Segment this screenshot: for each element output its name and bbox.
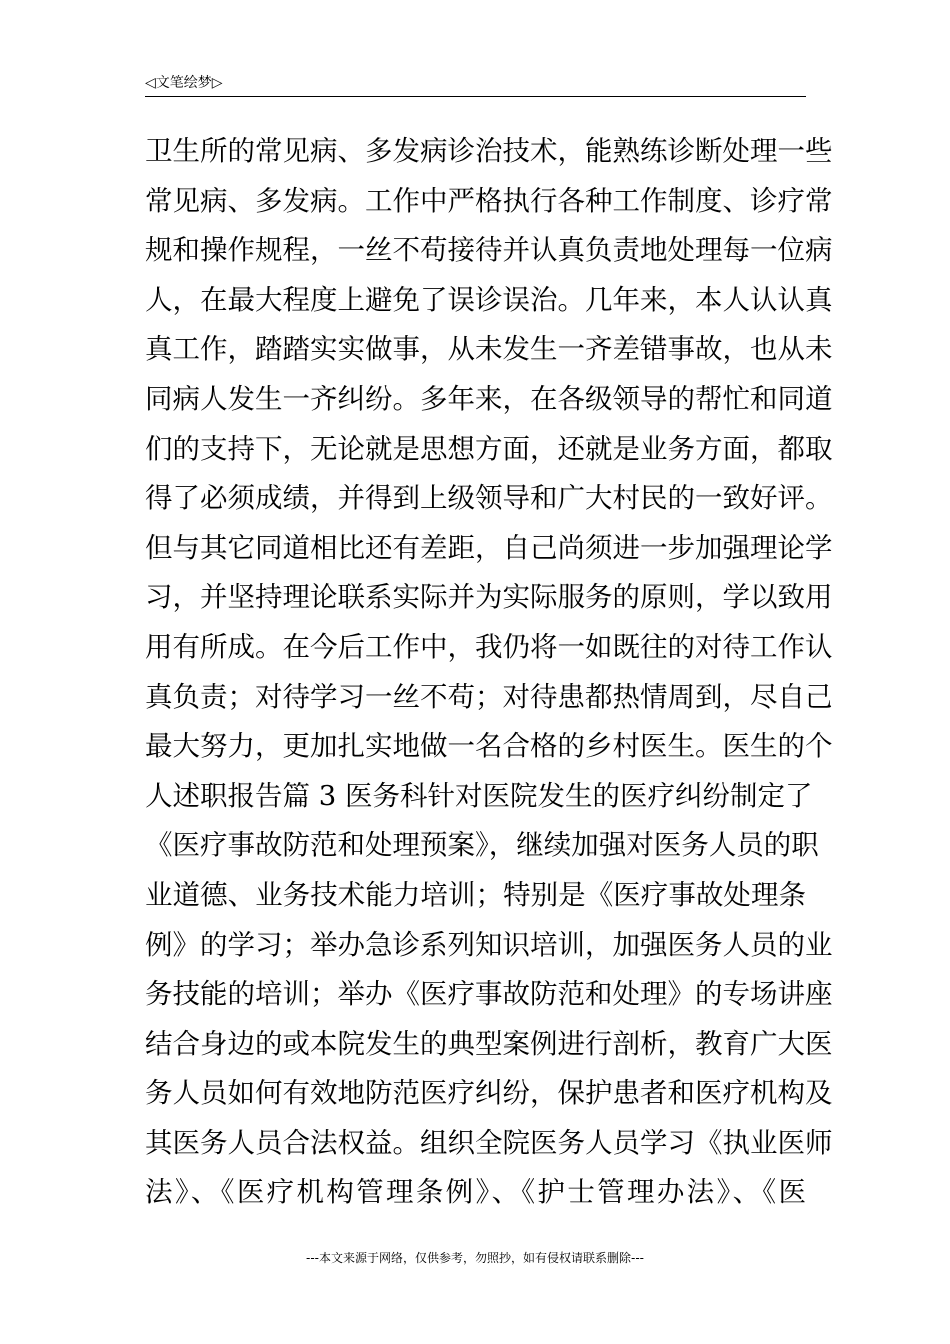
body-line: 务人员如何有效地防范医疗纠纷，保护患者和医疗机构及 (145, 1077, 833, 1110)
body-line: 卫生所的常见病、多发病诊治技术，能熟练诊断处理一些 (145, 135, 833, 167)
body-line: 但与其它同道相比还有差距，自己尚须进一步加强理论学 (145, 531, 833, 564)
body-line: 务技能的培训；举办《医疗事故防范和处理》的专场讲座 (145, 978, 833, 1011)
body-line: 真工作，踏踏实实做事，从未发生一齐差错事故，也从未 (145, 333, 833, 366)
body-line: 结合身边的或本院发生的典型案例进行剖析，教育广大医 (145, 1027, 833, 1060)
body-line: 常见病、多发病。工作中严格执行各种工作制度、诊疗常 (145, 184, 833, 217)
body-line: 真负责；对待学习一丝不苟；对待患都热情周到，尽自己 (145, 680, 833, 713)
body-line: 们的支持下，无论就是思想方面，还就是业务方面，都取 (145, 432, 833, 465)
body-line: 得了必须成绩，并得到上级领导和广大村民的一致好评。 (145, 482, 833, 515)
body-line: 人，在最大程度上避免了误诊误治。几年来，本人认认真 (145, 283, 833, 316)
body-line: 例》的学习；举办急诊系列知识培训，加强医务人员的业 (145, 928, 833, 961)
footer-disclaimer: ---本文来源于网络，仅供参考，勿照抄，如有侵权请联系删除--- (306, 1251, 644, 1265)
body-line: 最大努力，更加扎实地做一名合格的乡村医生。医生的个 (145, 730, 833, 763)
body-line: 法》、《医疗机构管理条例》、《护士管理办法》、《医 (145, 1176, 806, 1209)
body-line: 规和操作规程，一丝不苟接待并认真负责地处理每一位病 (145, 234, 833, 267)
body-line: 同病人发生一齐纠纷。多年来，在各级领导的帮忙和同道 (145, 382, 833, 415)
header-title: ◁文笔绘梦▷ (145, 75, 223, 91)
body-line: 《医疗事故防范和处理预案》，继续加强对医务人员的职 (145, 829, 819, 862)
document-body (145, 127, 833, 1218)
body-line: 用有所成。在今后工作中，我仍将一如既往的对待工作认 (145, 630, 833, 663)
page-header (145, 74, 806, 97)
body-line: 业道德、业务技术能力培训；特别是《医疗事故处理条 (145, 878, 806, 911)
body-line: 人述职报告篇 3 医务科针对医院发生的医疗纠纷制定了 (145, 779, 813, 812)
body-line: 习，并坚持理论联系实际并为实际服务的原则，学以致用 (145, 581, 833, 614)
body-line: 其医务人员合法权益。组织全院医务人员学习《执业医师 (145, 1126, 833, 1159)
